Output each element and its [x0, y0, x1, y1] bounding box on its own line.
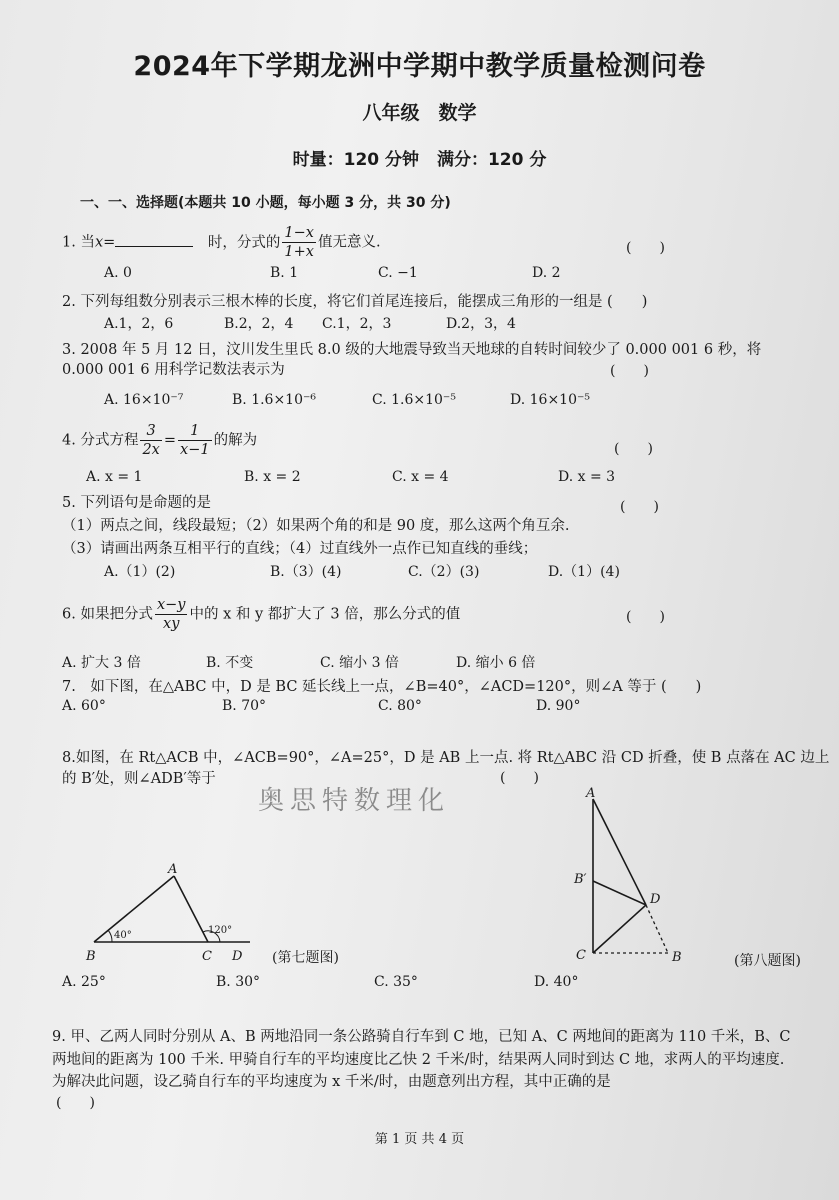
q6-frac-den: xy	[163, 616, 180, 632]
figure-8-caption: (第八题图)	[734, 953, 801, 969]
q3-answer-paren: ( )	[610, 363, 649, 379]
fig7-angle-c-label: 120°	[208, 925, 233, 936]
watermark: 奥思特数理化	[258, 786, 451, 816]
full-score: 满分：120 分	[436, 150, 547, 170]
q4-option-c: C. x = 4	[392, 469, 449, 485]
question-7: 7. 如下图，在△ABC 中，D 是 BC 延长线上一点，∠B=40°，∠ACD=120°，则∠A 等于 ( )	[62, 679, 702, 695]
fig7-angle-b-arc	[108, 930, 112, 942]
question-6	[62, 596, 460, 633]
q1-var: x=	[94, 234, 116, 251]
question-9-line2: 两地间的距离为 100 千米. 甲骑自行车的平均速度比乙快 2 千米/时，结果两人同时到达 C 地，求两人的平均速度.	[52, 1052, 785, 1068]
q8-option-d: D. 40°	[534, 974, 579, 990]
q1-frac-den: 1+x	[284, 244, 314, 260]
fig7-label-b: B	[86, 949, 96, 964]
q1-suffix: 值无意义.	[317, 234, 381, 251]
q5-statement-line1: （1）两点之间，线段最短；（2）如果两个角的和是 90 度，那么这两个角互余.	[62, 518, 570, 534]
q6-prefix: 6. 如果把分式	[62, 606, 153, 623]
q4-suffix: 的解为	[213, 432, 258, 449]
q2-option-d: D.2，3，4	[446, 316, 516, 332]
q3-option-a: A. 16×10⁻⁷	[104, 392, 184, 408]
time-limit: 时量：120 分钟	[292, 150, 420, 170]
question-8-line1: 8.如图，在 Rt△ACB 中，∠ACB=90°，∠A=25°，D 是 AB 上一点. 将 Rt△ABC 沿 CD 折叠，使 B 点落在 AC 边上	[62, 750, 830, 766]
fig8-dashed-db	[646, 905, 668, 953]
q1-blank	[115, 232, 193, 247]
question-2: 2. 下列每组数分别表示三根木棒的长度，将它们首尾连接后，能摆成三角形的一组是 ( )	[62, 294, 648, 310]
q6-answer-paren: ( )	[626, 609, 665, 625]
q1-frac-num: 1−x	[284, 225, 314, 241]
fig7-label-d: D	[232, 949, 243, 964]
q7-option-a: A. 60°	[62, 698, 106, 714]
section-heading: 一、一、选择题(本题共 10 小题，每小题 3 分，共 30 分)	[80, 195, 451, 211]
exam-title: 2024年下学期龙洲中学期中教学质量检测问卷	[133, 51, 706, 82]
q3-option-c: C. 1.6×10⁻⁵	[372, 392, 456, 408]
q1-option-d: D. 2	[532, 265, 561, 281]
page-footer: 第 1 页 共 4 页	[374, 1132, 465, 1147]
fig7-label-a: A	[168, 862, 178, 877]
q1-option-b: B. 1	[270, 265, 299, 281]
question-3-line1: 3. 2008 年 5 月 12 日，汶川发生里氏 8.0 级的大地震导致当天地球的自转时间较少了 0.000 001 6 秒，将	[62, 342, 762, 358]
question-3-line2: 0.000 001 6 用科学记数法表示为	[62, 362, 285, 378]
question-5: 5. 下列语句是命题的是	[62, 495, 211, 511]
q7-option-c: C. 80°	[378, 698, 422, 714]
q4-frac1-den: 2x	[142, 442, 160, 458]
q1-option-c: C. −1	[378, 265, 418, 281]
figure-7-triangle	[82, 860, 272, 968]
q4-fraction-right	[178, 422, 212, 459]
figure-7-caption: (第七题图)	[272, 950, 339, 966]
q4-option-a: A. x = 1	[86, 469, 143, 485]
q6-fraction	[155, 596, 188, 633]
q5-option-d: D.（1）(4)	[548, 564, 620, 580]
q6-option-d: D. 缩小 6 倍	[456, 655, 536, 671]
q4-prefix: 4. 分式方程	[62, 432, 139, 449]
question-8-line2: 的 B′处，则∠ADB′等于	[62, 771, 216, 787]
q5-option-c: C.（2）(3)	[408, 564, 480, 580]
q1-mid: 时，分式的	[207, 234, 281, 251]
fig8-label-b: B	[672, 950, 682, 965]
q4-option-b: B. x = 2	[244, 469, 301, 485]
q2-option-b: B.2，2，4	[224, 316, 294, 332]
q7-option-d: D. 90°	[536, 698, 581, 714]
fig8-label-a: A	[586, 786, 596, 801]
q5-option-b: B.（3）(4)	[270, 564, 342, 580]
q6-option-c: C. 缩小 3 倍	[320, 655, 399, 671]
q6-option-b: B. 不变	[206, 655, 254, 671]
fig8-side-ad	[593, 799, 646, 905]
q5-option-a: A.（1）(2)	[104, 564, 176, 580]
q6-frac-num: x−y	[156, 597, 186, 613]
fig7-angle-b-label: 40°	[114, 930, 132, 941]
q7-option-b: B. 70°	[222, 698, 267, 714]
q4-fraction-left	[140, 422, 161, 459]
q9-answer-paren: ( )	[56, 1095, 95, 1111]
question-9-line1: 9. 甲、乙两人同时分别从 A、B 两地沿同一条公路骑自行车到 C 地，已知 A、C 两地间的距离为 110 千米，B、C	[52, 1029, 791, 1045]
fig8-label-d: D	[650, 892, 661, 907]
fig8-segment-b1d	[593, 881, 646, 905]
fig8-label-c: C	[576, 948, 586, 963]
fig7-side-ac	[174, 876, 208, 942]
q3-option-d: D. 16×10⁻⁵	[510, 392, 590, 408]
exam-subtitle: 八年级 数学	[362, 102, 477, 124]
question-1	[62, 224, 381, 261]
fig7-side-ab	[94, 876, 174, 942]
question-9-line3: 为解决此问题，设乙骑自行车的平均速度为 x 千米/时，由题意列出方程，其中正确的是	[52, 1074, 611, 1090]
q8-answer-paren: ( )	[500, 770, 539, 786]
q1-prefix: 1. 当	[62, 234, 95, 251]
q4-frac1-num: 3	[140, 422, 161, 441]
q2-option-a: A.1，2，6	[104, 316, 174, 332]
q1-option-a: A. 0	[104, 265, 132, 281]
q4-option-d: D. x = 3	[558, 469, 616, 485]
q2-option-c: C.1，2，3	[322, 316, 392, 332]
q8-option-c: C. 35°	[374, 974, 418, 990]
q5-statement-line2: （3）请画出两条互相平行的直线；（4）过直线外一点作已知直线的垂线；	[62, 541, 538, 557]
q8-option-b: B. 30°	[216, 974, 261, 990]
q1-answer-paren: ( )	[626, 240, 665, 256]
q5-answer-paren: ( )	[620, 499, 659, 515]
q4-frac2-num: 1	[178, 422, 212, 441]
exam-meta	[0, 145, 839, 170]
q8-option-a: A. 25°	[62, 974, 106, 990]
fig8-label-b-prime: B′	[574, 872, 587, 887]
q4-answer-paren: ( )	[614, 441, 653, 457]
fig8-fold-cd	[593, 905, 646, 953]
q6-option-a: A. 扩大 3 倍	[62, 655, 141, 671]
figure-8-triangle	[560, 785, 700, 967]
q4-frac2-den: x−1	[180, 442, 210, 458]
q3-option-b: B. 1.6×10⁻⁶	[232, 392, 316, 408]
fig7-label-c: C	[202, 949, 212, 964]
q1-fraction	[282, 224, 316, 261]
q6-suffix: 中的 x 和 y 都扩大了 3 倍，那么分式的值	[189, 606, 461, 623]
question-4	[62, 422, 257, 459]
q4-equals: =	[163, 432, 177, 449]
